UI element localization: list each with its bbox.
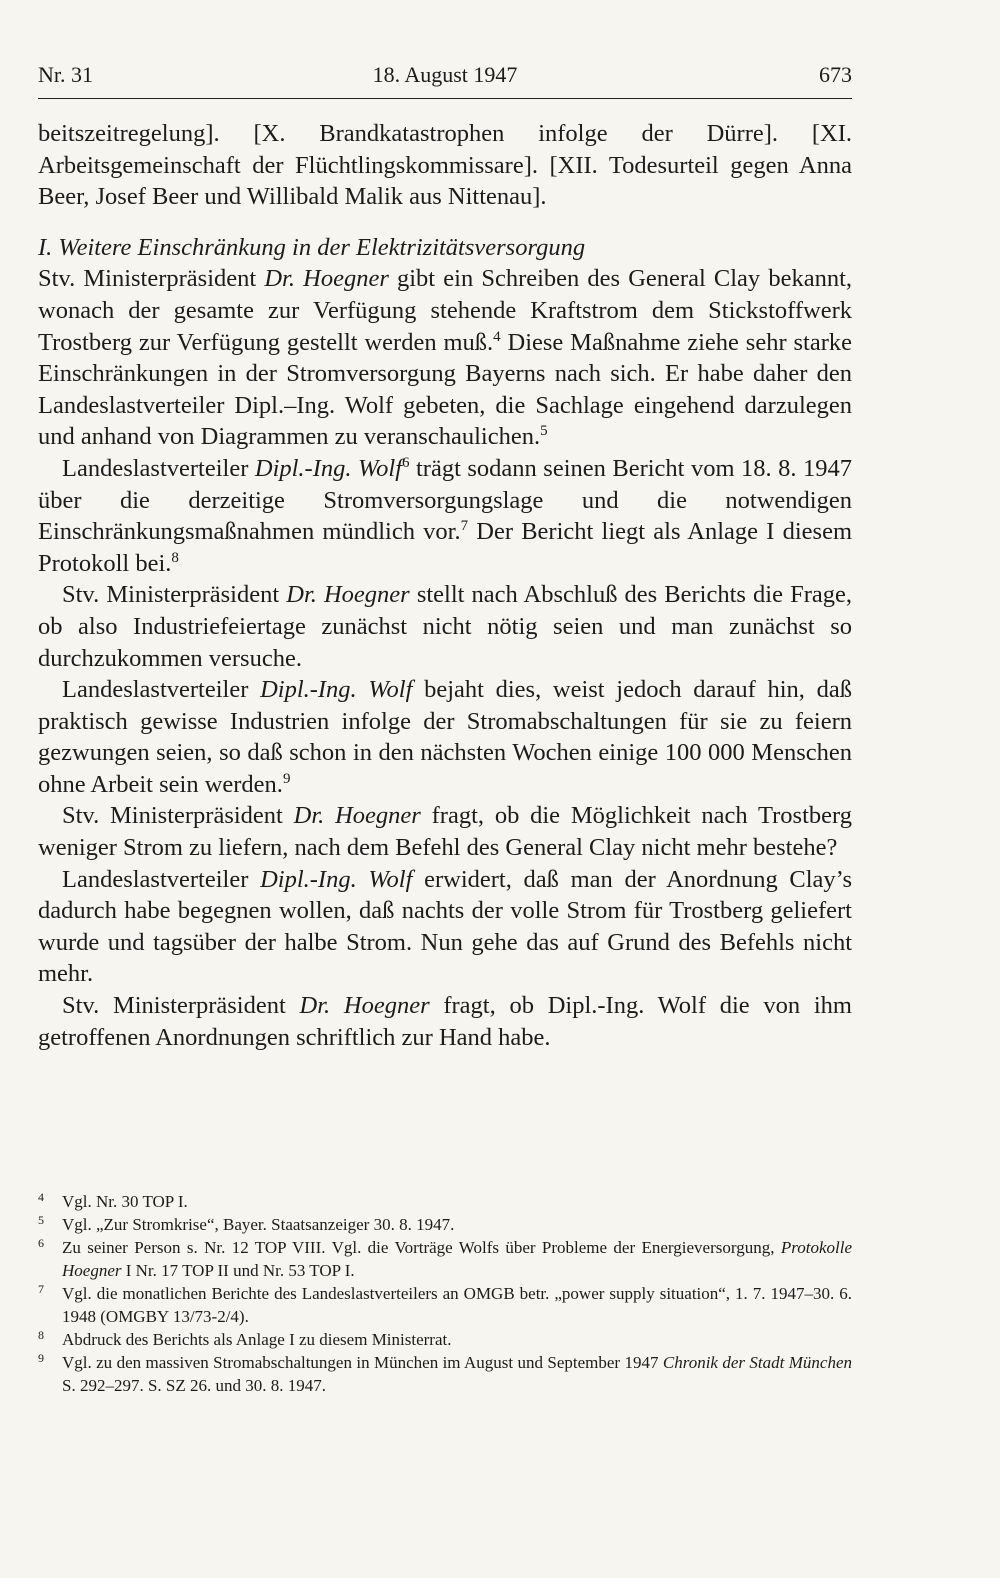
text-run: stellt nach Abschluß des Berichts die Frage, ob also Industriefeiertage zunächst nicht nötig seien und man zunächst so durchzukommen versuche.	[38, 581, 852, 672]
text-run: bejaht dies, weist jedoch darauf hin, daß praktisch gewisse Industrien infolge der Stromabschaltungen für sie zu feiern gezwungen seien, so daß schon in den nächsten Wochen einige 100 000 Menschen ohne Arbeit sein werden.	[38, 676, 852, 798]
text-run: Landeslastverteiler	[62, 454, 255, 482]
text-run: Der Bericht liegt als Anlage I diesem Protokoll bei.	[38, 518, 852, 577]
running-header	[38, 58, 852, 99]
footnote	[38, 1351, 852, 1397]
text-run: Stv. Ministerpräsident	[62, 992, 300, 1020]
footnotes	[38, 1190, 852, 1397]
text-run: trägt sodann seinen Bericht vom 18. 8. 1947 über die derzeitige Stromversorgungslage und die notwendigen Einschränkungsmaßnahmen mündlich vor.	[38, 454, 852, 546]
paragraph	[38, 579, 852, 674]
footnote	[38, 1282, 852, 1328]
section-title: I. Weitere Einschränkung in der Elektrizitätsversorgung	[38, 233, 586, 261]
text-run: gibt ein Schreiben des General Clay bekannt, wonach der gesamte zur Verfügung stehende Kraftstrom dem Stickstoffwerk Trostberg zur Verfügung gestellt werden muß.	[38, 265, 853, 356]
footnote-number: 4	[38, 1190, 44, 1204]
issue-number: Nr. 31	[38, 62, 93, 87]
footnote-ref[interactable]: 7	[460, 518, 469, 535]
footnote-text: Vgl. „Zur Stromkrise“, Bayer. Staatsanzeiger 30. 8. 1947.	[62, 1215, 455, 1234]
speaker-name: Dr. Hoegner	[293, 802, 421, 830]
footnote-ref[interactable]: 6	[402, 454, 410, 471]
footnote-number: 9	[38, 1351, 44, 1365]
footnote-text: S. 292–297. S. SZ 26. und 30. 8. 1947.	[62, 1376, 326, 1395]
footnote-text: Abdruck des Berichts als Anlage I zu diesem Ministerrat.	[62, 1330, 452, 1349]
speaker-name: Dipl.-Ing. Wolf	[260, 865, 413, 893]
footnote	[38, 1236, 852, 1282]
speaker-name: Dipl.-Ing. Wolf	[260, 676, 413, 704]
speaker-name: Dr. Hoegner	[299, 992, 430, 1020]
footnote-ref[interactable]: 5	[540, 423, 548, 440]
footnote-number: 7	[38, 1282, 44, 1296]
main-text	[38, 118, 852, 1053]
citation-title: Protokolle Hoegner	[62, 1238, 852, 1280]
footnote-number: 6	[38, 1236, 44, 1250]
paragraph	[38, 263, 852, 453]
text-run: fragt, ob die Möglichkeit nach Trostberg weniger Strom zu liefern, nach dem Befehl des General Clay nicht mehr bestehe?	[38, 802, 852, 862]
footnote	[38, 1213, 852, 1236]
paragraph	[38, 864, 852, 990]
footnote-ref[interactable]: 8	[171, 549, 179, 566]
footnote-text: Vgl. die monatlichen Berichte des Landeslastverteilers an OMGB betr. „power supply situation“, 1. 7. 1947–30. 6. 1948 (OMGBY 13/73-2/4).	[62, 1284, 852, 1326]
text-run: Stv. Ministerpräsident	[62, 802, 294, 830]
footnote-text: Zu seiner Person s. Nr. 12 TOP VIII. Vgl. die Vorträge Wolfs über Probleme der Energieversorgung,	[62, 1238, 781, 1257]
paragraph	[38, 800, 852, 863]
text-run: Diese Maßnahme ziehe sehr starke Einschränkungen in der Stromversorgung Bayerns nach sich. Er habe daher den Landeslastverteiler Dipl.–Ing. Wolf gebeten, die Sachlage eingehend darzulegen und anhand von Diagrammen zu veranschaulichen.	[38, 328, 852, 451]
text-run: Stv. Ministerpräsident	[62, 581, 287, 609]
speaker-name: Dr. Hoegner	[286, 581, 410, 609]
paragraph-continued: beitszeitregelung]. [X. Brandkatastrophen infolge der Dürre]. [XI. Arbeitsgemeinschaft der Flüchtlingskommissare]. [XII. Todesurteil gegen Anna Beer, Josef Beer und Willibald Malik aus Nittenau].	[38, 120, 852, 211]
footnote-text: Vgl. zu den massiven Stromabschaltungen in München im August und September 1947	[62, 1353, 663, 1372]
footnote-text: Vgl. Nr. 30 TOP I.	[62, 1192, 188, 1211]
page-number: 673	[819, 62, 852, 87]
speaker-name: Dr. Hoegner	[264, 265, 389, 293]
text-run: erwidert, daß man der Anordnung Clay’s dadurch habe begegnen wollen, daß nachts der volle Strom für Trostberg geliefert wurde und tagsüber der halbe Strom. Nun gehe das auf Grund des Befehls nicht mehr.	[38, 865, 852, 988]
text-run: Landeslastverteiler	[62, 676, 261, 704]
citation-title: Chronik der Stadt München	[662, 1353, 853, 1372]
text-run: Landeslastverteiler	[62, 865, 261, 893]
footnote	[38, 1190, 852, 1213]
footnote	[38, 1328, 852, 1351]
paragraph	[38, 453, 852, 579]
footnote-ref[interactable]: 4	[493, 328, 501, 345]
header-date: 18. August 1947	[372, 62, 518, 87]
footnote-text: I Nr. 17 TOP II und Nr. 53 TOP I.	[121, 1261, 355, 1280]
paragraph	[38, 990, 852, 1053]
footnote-number: 5	[38, 1213, 44, 1227]
speaker-name: Dipl.-Ing. Wolf	[254, 454, 403, 482]
text-run: Stv. Ministerpräsident	[38, 265, 265, 293]
footnote-number: 8	[38, 1328, 44, 1342]
text-run: fragt, ob Dipl.-Ing. Wolf die von ihm getroffenen Anordnungen schriftlich zur Hand habe.	[38, 992, 852, 1051]
paragraph	[38, 674, 852, 800]
footnote-ref[interactable]: 9	[282, 770, 291, 787]
